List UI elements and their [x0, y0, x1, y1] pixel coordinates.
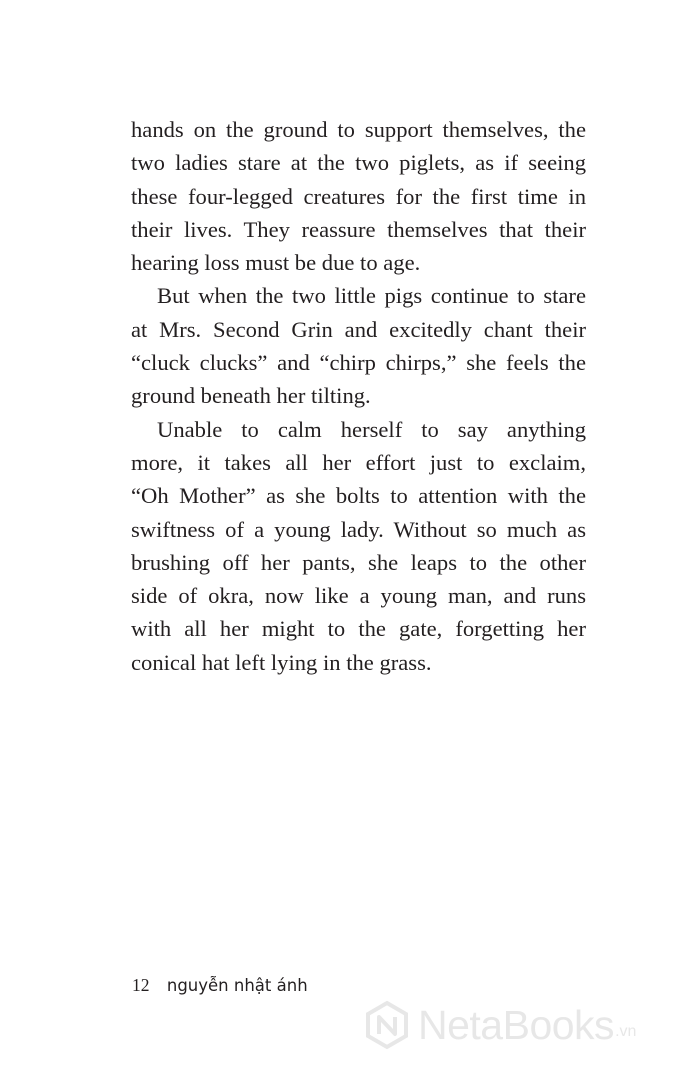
- n-logo-icon: [362, 1000, 412, 1050]
- text-line: But when the two little pigs continue to stare: [157, 283, 586, 309]
- text-line: hearing loss must be due to age.: [131, 250, 421, 276]
- page-number: 12: [132, 975, 150, 995]
- author-name: nguyễn nhật ánh: [166, 976, 308, 995]
- text-line: these four-legged creatures for the first time in: [131, 183, 586, 209]
- watermark-brand: NetaBooks: [418, 1001, 615, 1048]
- text-line: hands on the ground to support themselves, the: [131, 117, 586, 142]
- text-line: their lives. They reassure themselves that their: [131, 216, 586, 242]
- text-line: more, it takes all her effort just to exclaim,: [131, 449, 586, 475]
- watermark: [362, 995, 636, 1055]
- text-line: at Mrs. Second Grin and excitedly chant their: [131, 316, 586, 342]
- text-line: swiftness of a young lady. Without so much as: [131, 516, 586, 542]
- text-line: two ladies stare at the two piglets, as if seeing: [131, 150, 586, 176]
- text-line: conical hat left lying in the grass.: [131, 649, 432, 675]
- text-line: “cluck clucks” and “chirp chirps,” she feels the: [131, 350, 586, 376]
- page-footer: [132, 972, 308, 999]
- text-line: Unable to calm herself to say anything: [157, 416, 586, 442]
- text-line: side of okra, now like a young man, and runs: [131, 583, 586, 609]
- body-text: [131, 113, 586, 679]
- text-line: ground beneath her tilting.: [131, 383, 371, 409]
- text-line: with all her might to the gate, forgetting her: [131, 616, 586, 642]
- text-line: brushing off her pants, she leaps to the other: [131, 549, 586, 575]
- text-line: “Oh Mother” as she bolts to attention with the: [131, 483, 586, 509]
- watermark-suffix: .vn: [615, 1023, 637, 1040]
